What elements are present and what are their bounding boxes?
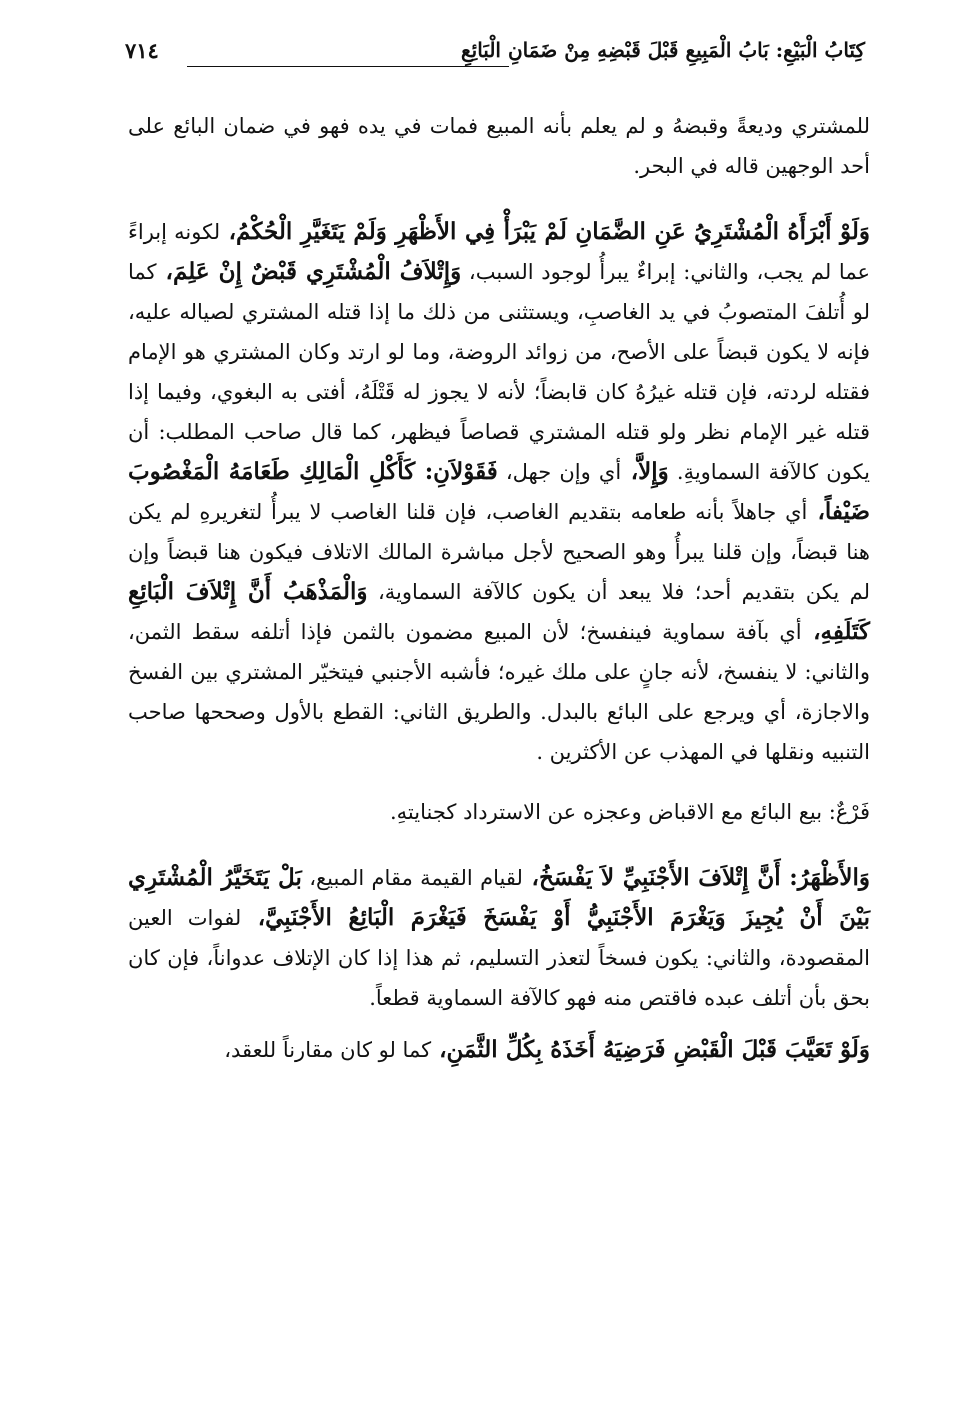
running-header — [125, 38, 865, 78]
paragraph-1 — [128, 106, 870, 186]
matn-text: وَإِتْلاَفُ الْمُشْتَرِي قَبْضٌ إِنْ عَلِمَ، — [156, 258, 462, 285]
paragraph-4 — [128, 858, 870, 1018]
paragraph-3 — [128, 792, 870, 832]
sharh-text: لفوات العين المقصودة، والثاني: يكون فسخاً لتعذر التسليم، ثم هذا إذا كان الإتلاف عدواناً، فإن كان بحق بأن أتلف عبده فاقتص منه فهو كالآفة السماوية قطعاً. — [128, 906, 870, 1010]
sharh-text: كما لو أُتلفَ المتصوبُ في يد الغاصبِ، ويستثنى من ذلك ما إذا قتله المشتري لصياله عليه، فإنه لا يكون قبضاً على الأصح، من زوائد الروضة، وما لو ارتد وكان المشتري هو الإمام فقتله لردته، فإن قتله غيرُهُ كان قابضاً؛ لأنه لا يجوز له قَتْلَهُ، أفتى به البغوي، وفيما إذا قتله غير الإمام نظر ولو قتله المشتري قصاصاً فيظهر، كما قال صاحب المطلب: أن يكون كالآفة السماويةِ. — [128, 260, 871, 484]
text-span: فَرْعٌ: بيع البائع مع الاقباض وعجزه عن الاسترداد كجنايتهِ. — [390, 800, 870, 824]
sharh-text: أي بآفة سماوية فينفسخ؛ لأن المبيع مضمون بالثمن فإذا أتلفه سقط الثمن، والثاني: لا ينفسخ، لأنه جانٍ على ملك غيره؛ فأشبه الأجنبي فيتخيّر المشتري بين الفسخ والاجازة، أي ويرجع على البائع بالبدل. والطريق الثاني: القطع بالأول وصححها صاحب التنبيه ونقلها في المهذب عن الأكثرين . — [128, 620, 870, 764]
matn-text: وَلَوْ أَبْرَأَهُ الْمُشْتَرِيُ عَنِ الضَّمَانِ لَمْ يَبْرَأْ فِي الأَظْهَرِ وَلَمْ يَتَغَيَّرِ الْحُكْمُ، — [220, 218, 870, 245]
matn-text: وَالأَظْهَرُ: أَنَّ إِتْلاَفَ الأَجْنَبِيِّ لاَ يَفْسَخُ، — [522, 864, 870, 891]
matn-text: وَإِلاَّ، — [621, 458, 669, 485]
sharh-text: أي جاهلاً بأنه طعامه بتقديم الغاصب، فإن قلنا الغاصب لا يبرأُ لتغريرهِ لم يكن هنا قبضاً، وإن قلنا يبرأُ وهو الصحيح لأجل مباشرة المالك الاتلاف فيكون هنا قبضاً وإن لم يكن بتقديم أحد؛ فلا يبعد أن يكون كالآفة السماوية، — [128, 500, 870, 604]
paragraph-5 — [128, 1030, 870, 1070]
paragraph-2 — [128, 212, 870, 772]
header-title: كِتَابُ الْبَيْعِ: بَابُ الْمَبِيعِ قَبْلَ قَبْضِهِ مِنْ ضَمَانِ الْبَائِعِ — [460, 38, 865, 62]
sharh-text: لكونه إبراءً عما لم يجب، والثاني: إبراءٌ يبرأُ لوجود السبب، — [128, 220, 870, 284]
text-span: للمشتري وديعةً وقبضهُ و لم يعلم بأنه المبيع فمات في يده فهو في ضمان البائع على أحد الوجهين قاله في البحر. — [128, 114, 870, 178]
header-rule — [187, 66, 509, 67]
sharh-text: لقيام القيمة مقام المبيع، — [301, 866, 523, 890]
sharh-text: أي وإن جهل، — [497, 460, 622, 484]
matn-text: وَلَوْ تَعَيَّبَ قَبْلَ الْقَبْضِ فَرَضِيَهُ أَخَذَهُ بِكُلِّ الثَّمَنِ، — [431, 1036, 870, 1063]
sharh-text: كما لو كان مقارناً للعقد، — [224, 1038, 432, 1062]
matn-text: فَقَوْلاَنِ: كَأَكْلِ الْمَالِكِ طَعَامَهُ الْمَغْصُوبَ ضَيْفاً، — [128, 458, 871, 525]
matn-text: وَالْمَذْهَبُ أَنَّ إِتْلاَفَ الْبَائِعِ كَتَلَفِهِ، — [128, 578, 870, 645]
matn-text: بَلْ يَتَخَيَّرُ الْمُشْتَرِي بَيْنَ أَنْ يُجِيزَ وَيَغْرَمَ الأَجْنَبِيُّ أَوْ يَفْسَخَ فَيَغْرَمَ الْبَائِعُ الأَجْنَبِيَّ، — [128, 864, 870, 931]
page-body — [128, 106, 870, 1070]
page-number: ٧١٤ — [125, 38, 159, 63]
